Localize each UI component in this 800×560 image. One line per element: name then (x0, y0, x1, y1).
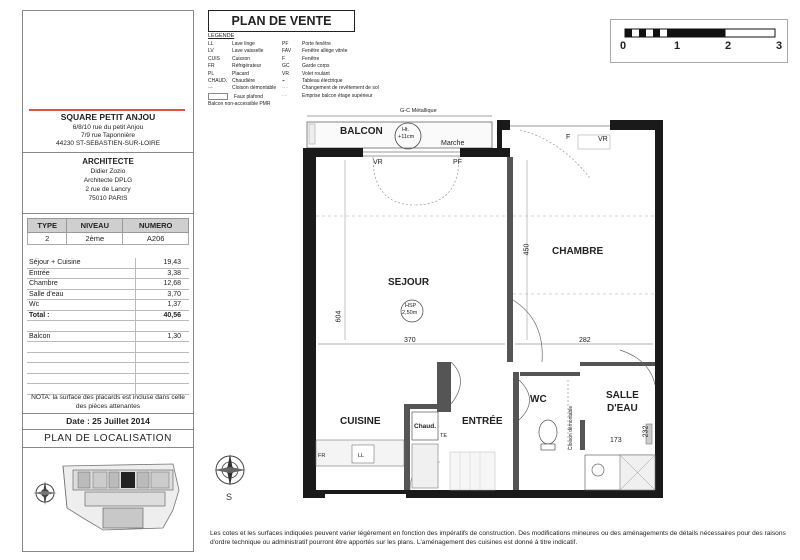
boiler-label: Chaud. (414, 423, 437, 430)
fridge-label: FR (318, 453, 326, 459)
svg-text:S: S (226, 492, 233, 502)
lot-header-type: TYPE (28, 219, 67, 233)
legend-item: PF Porte fenêtre (282, 41, 331, 47)
lot-table (27, 218, 189, 245)
compass-icon (33, 481, 57, 505)
lot-header-number: NUMERO (123, 219, 189, 233)
surface-row (27, 331, 189, 342)
scale-tick: 3 (776, 40, 783, 52)
room-area: 3,38 (135, 268, 189, 279)
surface-row (27, 363, 189, 374)
washer-label: LL (358, 453, 365, 459)
surface-row (27, 279, 189, 290)
scale-tick: 0 (620, 40, 627, 52)
surface-row (27, 352, 189, 363)
ceiling-height-label: 2,50m (402, 310, 418, 316)
room-name: Salle d'eau (27, 289, 135, 300)
legend-item: ···· Changement de revêtement de sol (282, 85, 379, 92)
legend-item: PL Placard (208, 70, 249, 77)
room-wc: WC (530, 394, 547, 405)
surface-row (27, 268, 189, 279)
legend-item: FAV Fenêtre allège vitrée (282, 48, 348, 55)
surface-row (27, 289, 189, 300)
room-area: 1,37 (135, 300, 189, 311)
total-area: 40,56 (135, 310, 189, 321)
room-name: Entrée (27, 268, 135, 279)
lot-number: A206 (123, 233, 189, 245)
guardrail-label: G-C Métallique (400, 108, 437, 114)
dimension-label: 232 (642, 425, 650, 438)
dimension-label: 450 (523, 243, 531, 256)
architect-line: Didier Zozio (90, 168, 126, 175)
lot-level: 2ème (67, 233, 123, 245)
legend-item: FR Réfrigérateur (208, 63, 262, 70)
divider (23, 429, 193, 430)
electric-panel-icon: ⌁ (282, 78, 286, 85)
surface-row (27, 342, 189, 353)
location-heading: PLAN DE LOCALISATION (44, 433, 172, 444)
legend-item: CUIS Cuisson (208, 55, 251, 62)
plan-date: Date : 25 Juillet 2014 (66, 416, 150, 426)
room-sejour: SEJOUR (388, 277, 430, 288)
room-balcon: BALCON (340, 126, 383, 137)
legend-item: CHAUD. Chaudière (208, 78, 256, 85)
legend-item: LL Lave linge (208, 41, 255, 47)
dimension-label: 604 (335, 310, 343, 323)
divider (23, 413, 193, 414)
legend-item: ⌁ Tableau électrique (282, 78, 343, 85)
legend-item: LV Lave vaisselle (208, 48, 264, 55)
surface-row (27, 321, 189, 332)
ceiling-height-label: HSP (405, 303, 417, 309)
dimension-label: 173 (610, 437, 622, 444)
architect-line: Architecte DPLG (83, 177, 133, 184)
surface-table (27, 258, 189, 395)
height-label: Ht. (402, 127, 410, 133)
room-entree: ENTRÉE (462, 416, 503, 427)
room-salle-deau: D'EAU (607, 403, 638, 414)
project-address-line: 44230 ST-SEBASTIEN-SUR-LOIRE (55, 140, 161, 147)
architect-heading: ARCHITECTE (82, 157, 134, 166)
room-name: Chambre (27, 279, 135, 290)
legend-item: GC Garde corps (282, 63, 330, 70)
room-chambre: CHAMBRE (552, 246, 604, 257)
location-plan (23, 448, 193, 548)
note: NOTA: la surface des placards est incluse dans celle des pièces attenantes (31, 394, 185, 410)
room-area: 19,43 (135, 258, 189, 268)
surface-row (27, 300, 189, 311)
room-area: 3,70 (135, 289, 189, 300)
room-area: 12,68 (135, 279, 189, 290)
scale-graphic (617, 26, 781, 42)
divider (23, 152, 193, 153)
legend-heading: LEGENDE (208, 33, 235, 39)
lot-type: 2 (28, 233, 67, 245)
legend-item: VR Volet roulant (282, 70, 330, 77)
legend-item: F Fenêtre (282, 55, 320, 62)
surface-total-row (27, 310, 189, 321)
room-name: Balcon (27, 331, 135, 342)
partition-label: Cloison démontable (568, 405, 574, 450)
compass-icon (208, 452, 254, 504)
floor-plan (200, 100, 670, 505)
scale-tick: 2 (725, 40, 732, 52)
total-label: Total : (27, 310, 135, 321)
scale-bar (610, 19, 788, 63)
plan-title: PLAN DE VENTE (208, 10, 355, 32)
legend-column (282, 41, 392, 100)
dimension-label: 282 (579, 337, 591, 344)
electric-panel-label: TE (440, 433, 448, 439)
legend-item: - - Emprise balcon étage supérieur (282, 92, 373, 99)
architect-line: 75010 PARIS (88, 195, 128, 202)
room-name: Wc (27, 300, 135, 311)
shutter-label: VR (598, 136, 608, 143)
surface-row (27, 373, 189, 384)
lot-header-level: NIVEAU (67, 219, 123, 233)
logo-area (29, 17, 185, 111)
room-salle-deau: SALLE (606, 390, 639, 401)
window-label: F (566, 134, 571, 141)
shutter-label: VR (373, 159, 383, 166)
project-address-line: 6/8/10 rue du petit Anjou (72, 124, 144, 131)
surface-row (27, 258, 189, 268)
height-label: +11cm (398, 134, 415, 140)
room-name: Séjour + Cuisine (27, 258, 135, 268)
info-panel (22, 10, 194, 552)
step-label: Marche (441, 140, 465, 147)
project-name: SQUARE PETIT ANJOU (60, 112, 156, 122)
window-door-label: PF (453, 159, 462, 166)
dimension-label: 370 (404, 337, 416, 344)
legend-item: Faux plafond (208, 93, 303, 101)
legend-item: Balcon non-accessible PMR (208, 101, 271, 108)
project-address-line: 7/9 rue Taponnière (80, 132, 136, 139)
legend-item: — Cloison démontable (208, 85, 277, 92)
disclaimer: Les cotes et les surfaces indiquées peuvent varier légèrement en fonction des impératifs de construction. Des modifications mineures ou des aménagements de détails nécessaires pour des raisons d'ordre technique ou administratif pourront être apportés sur les plans. L'aménagement des cuisines est donné à titre indicatif. (210, 530, 786, 546)
room-cuisine: CUISINE (340, 416, 381, 427)
divider (23, 213, 193, 214)
scale-tick: 1 (674, 40, 681, 52)
architect-line: 2 rue de Lancry (85, 186, 131, 193)
room-area: 1,30 (135, 331, 189, 342)
